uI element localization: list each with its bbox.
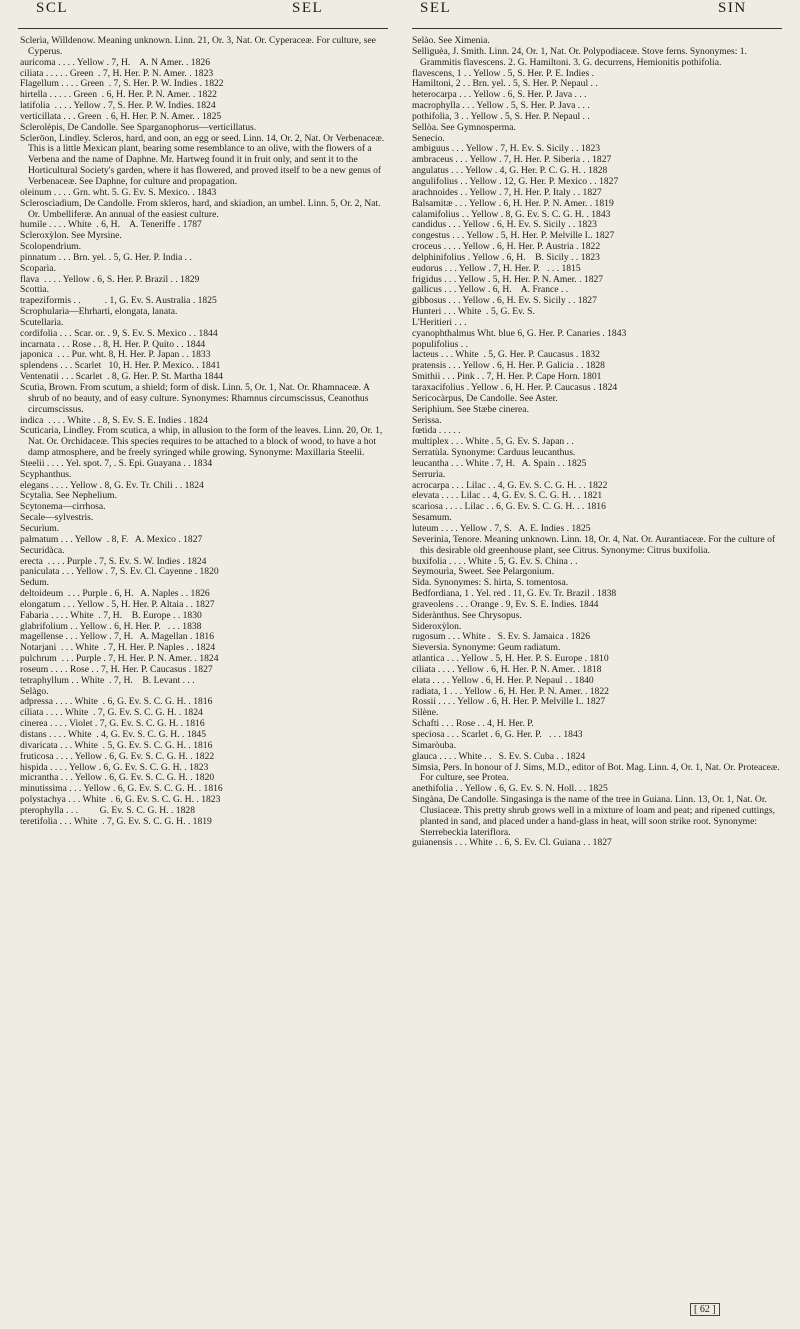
left-column-line: oleinum . . . . Grn. wht. 5. G. Ev. S. Mexico. . 1843 — [20, 186, 217, 198]
right-column-line: macrophylla . . . Yellow . 5, S. Her. P. Java . . . — [412, 100, 590, 112]
left-column-line: Scutellarìa. — [20, 316, 64, 328]
right-column-line: Sericocàrpus, De Candolle. See Aster. — [412, 392, 558, 404]
left-column-line: ciliata . . . . White . 7, G. Ev. S. C. G. H. . 1824 — [20, 707, 203, 719]
right-column-line: Simsìa, Pers. In honour of J. Sims, M.D., editor of Bot. Mag. Linn. 4, Or. 1, Nat. Or. Proteaceæ. For culture, see Protea. — [412, 761, 780, 784]
left-column-line: verticillata . . . Green . 6, H. Her. P. N. Amer. . 1825 — [20, 110, 222, 122]
right-column-line: Hamiltoni, 2 . . Brn. yel. . 5, S. Her. P. Nepaul . . — [412, 78, 598, 90]
left-column-line: Flagellum . . . . Green . 7, S. Her. P. W. Indies . 1822 — [20, 78, 224, 90]
left-column-line: Selàgo. — [20, 685, 49, 697]
right-column-line: elevata . . . . Lilac . . 4, G. Ev. S. C. G. H. . . 1821 — [412, 490, 603, 502]
right-column-line: gibbosus . . . Yellow . 6, H. Ev. S. Sicily . . 1827 — [412, 295, 597, 307]
right-column-line: pothifolia, 3 . . Yellow . 5, S. Her. P. Nepaul . . — [412, 110, 590, 122]
right-column-line: Sìda. Synonymes: S. hirta, S. tomentosa. — [412, 577, 569, 589]
left-column-line: polystachya . . . White . 6, G. Ev. S. C. G. H. . 1823 — [20, 794, 221, 806]
right-column-line: scariosa . . . . Lilac . . 6, G. Ev. S. C. G. H. . . 1816 — [412, 501, 606, 513]
left-column-line: Fabaria . . . . White . 7, H. B. Europe . . 1830 — [20, 609, 202, 621]
left-column-line: humile . . . . White . 6, H. A. Teneriffe . 1787 — [20, 219, 202, 231]
right-column-line: Selào. See Ximenia. — [412, 36, 490, 46]
right-column-line: ciliata . . . . Yellow . 6, H. Her. P. N. Amer. . 1818 — [412, 663, 602, 675]
left-column-line: pterophylla . . . G. Ev. S. C. G. H. . 1828 — [20, 804, 195, 816]
left-column-line: Scuticarìa, Lindley. From scutica, a whip, in allusion to the form of the leaves. Linn. 20, Or. 1, Nat. Or. Orchidaceæ. This species requires to be attached to a block of wood, to have a hot damp atmosphere, and be freely syringed while growing. Synonyme: Maxillaria Steelii. — [20, 425, 383, 459]
right-column-line: rugosum . . . White . S. Ev. S. Jamaica . 1826 — [412, 631, 590, 643]
left-column-line: Scrophularìa—Ehrharti, elongata, lanata. — [20, 306, 178, 318]
right-column-line: frigidus . . . Yellow . 5, H. Her. P. N. Amer. . 1827 — [412, 273, 604, 285]
right-column-line: Bedfordiana, 1 . Yel. red . 11, G. Ev. Tr. Brazil . 1838 — [412, 588, 617, 600]
left-column-line: Sedum. — [20, 577, 50, 589]
right-column-line: Senecio. — [412, 132, 445, 144]
right-column-line: Sellòa. See Gymnosperma. — [412, 121, 516, 133]
left-column-line: Scottìa. — [20, 284, 50, 296]
header-rule-left — [18, 28, 388, 29]
left-column-line: divaricata . . . White . 5, G. Ev. S. C. G. H. . 1816 — [20, 739, 213, 751]
right-column-line: Hunteri . . . White . 5, G. Ev. S. — [412, 306, 535, 318]
left-column-line: Securìum. — [20, 522, 60, 534]
left-column-line: minutissima . . . Yellow . 6, G. Ev. S. C. G. H. . 1816 — [20, 783, 223, 795]
right-column-line: Smithii . . . Pink . . 7, H. Her. P. Cape Horn. 1801 — [412, 371, 602, 383]
left-column-line: japonica . . . Pur. wht. 8, H. Her. P. Japan . . 1833 — [20, 349, 211, 361]
left-column-line: pinnatum . . . Brn. yel. . 5, G. Her. P. India . . — [20, 251, 192, 263]
right-column-line: Singàna, De Candolle. Singasinga is the name of the tree in Guiana. Linn. 13, Or. 1, Nat. Or. Clusiaceæ. This pretty shrub grows well in a mixture of loam and peat; and ripened cuttings, planted in sand, and placed under a hand-glass in heat, will soon strike root. Synonyme: Sterrebeckia lateriflora. — [412, 794, 775, 838]
right-column-line: candidus . . . Yellow . 6, H. Ev. S. Sicily . . 1823 — [412, 219, 597, 231]
right-column-line: Serratùla. Synonyme: Carduus leucanthus. — [412, 447, 576, 459]
left-column-line: palmatum . . . Yellow . 8, F. A. Mexico . 1827 — [20, 533, 203, 545]
right-column-line: gallicus . . . Yellow . 6, H. A. France . . — [412, 284, 569, 296]
right-column-line: guianensis . . . White . . 6, S. Ev. Cl. Guiana . . 1827 — [412, 837, 612, 849]
right-column-line: congestus . . . Yellow . 5, H. Her. P. Melville I.. 1827 — [412, 230, 615, 242]
right-column-line: Schafti . . . Rose . . 4, H. Her. P. — [412, 718, 534, 730]
left-column-line: Scoparìa. — [20, 262, 56, 274]
right-column-line: radiata, 1 . . . Yellow . 6, H. Her. P. N. Amer. . 1822 — [412, 685, 609, 697]
left-column-line: Sclerōon, Lindley. Scleros, hard, and oon, an egg or seed. Linn. 14, Or. 2, Nat. Or Verbenaceæ. This is a little Mexican plant, bearing some resemblance to an olive, with the flowers of a Verbena and the name of Daphne. Mr. Hartweg found it in fruit only, and sent it to the Horticultural Society's garden, where it has flowered, and proved itself to be a new genus of Verbenaceæ. See Daphne, for culture and propagation. — [20, 132, 385, 187]
left-column-line: Notarjani . . . White . 7, H. Her. P. Naples . . 1824 — [20, 642, 216, 654]
left-column-line: incarnata . . . Rose . . 8, H. Her. P. Quito . . 1844 — [20, 338, 206, 350]
header-right-first: SEL — [420, 0, 452, 16]
right-column-line: heterocarpa . . . Yellow . 6, S. Her. P. Java . . . — [412, 89, 587, 101]
left-column-line: Ventenatii . . . Scarlet . 8, G. Her. P. St. Martha 1844 — [20, 371, 224, 383]
header-right-second: SIN — [718, 0, 747, 16]
left-column-line: Sclerolèpis, De Candolle. See Sparganophorus—verticillatus. — [20, 121, 257, 133]
right-column-line: buxifolia . . . . White . 5, G. Ev. S. China . . — [412, 555, 578, 567]
left-column-line: erecta . . . . Purple . 7, S. Ev. S. W. Indies . 1824 — [20, 555, 207, 567]
right-column-line: L'Heritieri . . . — [412, 316, 467, 328]
right-column-line: Rossii . . . . Yellow . 6, H. Her. P. Melville I.. 1827 — [412, 696, 606, 708]
left-column — [20, 36, 390, 1306]
left-column-line: Scutìa, Brown. From scutum, a shield; form of disk. Linn. 5, Or. 1, Nat. Or. Rhamnaceæ. A shrub of no beauty, and of easy culture. Synonymes: Rhamnus circumscissus, Ceanothus circumscissus. — [20, 382, 370, 415]
right-column-line: graveolens . . . Orange . 9, Ev. S. E. Indies. 1844 — [412, 598, 599, 610]
right-column-line: flavescens, 1 . . Yellow . 5, S. Her. P. E. Indies . — [412, 67, 595, 79]
left-column-line: magellense . . . Yellow . 7, H. A. Magellan . 1816 — [20, 631, 214, 643]
right-column-line: calamifolius . . Yellow . 8, G. Ev. S. C. G. H. . 1843 — [412, 208, 611, 220]
right-column-line: croceus . . . . Yellow . 6, H. Her. P. Austria . 1822 — [412, 241, 601, 253]
left-column-line: micrantha . . . Yellow . 6, G. Ev. S. C. G. H. . 1820 — [20, 772, 215, 784]
right-column-line: Sesamum. — [412, 512, 452, 524]
right-column-line: Seriphìum. See Stæbe cinerea. — [412, 403, 529, 415]
right-column-line: Serìssa. — [412, 414, 442, 426]
right-column-line: atlantica . . . Yellow . 5, H. Her. P. S. Europe . 1810 — [412, 653, 609, 665]
left-column-line: Steelii . . . . Yel. spot. 7, . S. Epi. Guayana . . 1834 — [20, 457, 213, 469]
right-column-line: Sieversìa. Synonyme: Geum radiatum. — [412, 642, 561, 654]
right-column-line: glauca . . . . White . . S. Ev. S. Cuba . . 1824 — [412, 750, 586, 762]
right-column-line: acrocarpa . . . Lilac . . 4, G. Ev. S. C. G. H. . . 1822 — [412, 479, 608, 491]
page-number: [ 62 ] — [690, 1303, 720, 1316]
left-column-line: tetraphyllum . . White . 7, H. B. Levant . . . — [20, 674, 195, 686]
left-column-line: glabrifolium . . Yellow . 6, H. Her. P. . . . 1838 — [20, 620, 202, 632]
left-column-line: splendens . . . Scarlet 10, H. Her. P. Mexico. . 1841 — [20, 360, 221, 372]
right-column-line: angulatus . . . Yellow . 4, G. Her. P. C. G. H. . 1828 — [412, 165, 608, 177]
right-column-line: Silène. — [412, 707, 439, 719]
right-column-line: luteum . . . . Yellow . 7, S. A. E. Indies . 1825 — [412, 522, 591, 534]
right-column-line: eudorus . . . Yellow . 7, H. Her. P. . . . 1815 — [412, 262, 581, 274]
left-column-line: paniculata . . . Yellow . 7, S. Ev. Cl. Cayenne . 1820 — [20, 566, 219, 578]
right-column-line: leucantha . . . White . 7, H. A. Spain . . 1825 — [412, 457, 587, 469]
left-column-line: fruticosa . . . . Yellow . 6, G. Ev. S. C. G. H. . 1822 — [20, 750, 215, 762]
right-column-line: pratensis . . . Yellow . 6, H. Her. P. Galicia . . 1828 — [412, 360, 605, 372]
left-column-line: Securidàca. — [20, 544, 65, 556]
header-rule-right — [412, 28, 782, 29]
header-left-second: SEL — [292, 0, 324, 16]
right-column — [412, 36, 782, 1306]
left-column-line: teretifolia . . . White . 7, G. Ev. S. C. G. H. . 1819 — [20, 815, 212, 827]
right-column-line: delphinifolius . Yellow . 6, H. B. Sicily . . 1823 — [412, 251, 600, 263]
right-column-line: angulifolius . . Yellow . 12, G. Her. P. Mexico . . 1827 — [412, 175, 619, 187]
left-column-line: auricoma . . . . Yellow . 7, H. A. N Amer. . 1826 — [20, 56, 210, 68]
left-column-line: cordifolia . . . Scar. or. . 9, S. Ev. S. Mexico . . 1844 — [20, 327, 218, 339]
left-column-line: indica . . . . White . . 8, S. Ev. S. E. Indies . 1824 — [20, 414, 208, 426]
left-column-line: hispida . . . . Yellow . 6, G. Ev. S. C. G. H. . 1823 — [20, 761, 209, 773]
left-column-line: Scolopendrìum. — [20, 241, 82, 253]
header-left-first: SCL — [36, 0, 69, 16]
right-column-line: multiplex . . . White . 5, G. Ev. S. Japan . . — [412, 436, 574, 448]
right-column-line: ambiguus . . . Yellow . 7, H. Ev. S. Sicily . . 1823 — [412, 143, 601, 155]
left-column-line: Sclerìa, Willdenow. Meaning unknown. Linn. 21, Or. 3, Nat. Or. Cyperaceæ. For culture, see Cyperus. — [20, 36, 376, 57]
left-column-line: Scleroscìadìum, De Candolle. From skleros, hard, and skiadion, an umbel. Linn. 5, Or. 2, Nat. Or. Umbelliferæ. An annual of the easiest culture. — [20, 197, 381, 220]
left-column-line: Scleroxỳlon. See Myrsine. — [20, 230, 122, 242]
right-column-line: taraxacifolius . Yellow . 6, H. Her. P. Caucasus . 1824 — [412, 382, 618, 393]
left-column-line: Scyphanthus. — [20, 468, 72, 480]
right-column-line: Seymourìa, Sweet. See Pelargonium. — [412, 566, 555, 578]
right-column-line: Selliguèa, J. Smith. Linn. 24, Or. 1, Nat. Or. Polypodiaceæ. Stove ferns. Synonymes: 1. Grammitis flavescens. 2. G. Hamiltoni. 3. G. decurrens, Hemionitis pothifolia. — [412, 45, 747, 68]
right-column-line: cyanophthalmus Wht. blue 6, G. Her. P. Canaries . 1843 — [412, 327, 627, 339]
left-column-line: hirtella . . . . . Green . 6, H. Her. P. N. Amer. . 1822 — [20, 89, 217, 101]
left-column-line: elegans . . . . Yellow . 8, G. Ev. Tr. Chili . . 1824 — [20, 479, 204, 491]
left-column-line: adpressa . . . . White . 6, G. Ev. S. C. G. H. . 1816 — [20, 696, 213, 708]
right-column-line: Siderànthus. See Chrysopus. — [412, 609, 522, 621]
right-column-line: speciosa . . . Scarlet . 6, G. Her. P. . . . 1843 — [412, 729, 583, 740]
right-column-line: populifolius . . — [412, 338, 468, 350]
left-column-line: latifolia . . . . Yellow . 7, S. Her. P. W. Indies. 1824 — [20, 100, 216, 112]
left-column-line: roseum . . . . Rose . . 7, H. Her. P. Caucasus . 1827 — [20, 663, 213, 675]
left-column-line: ciliata . . . . . Green . 7, H. Her. P. N. Amer. . 1823 — [20, 67, 214, 79]
right-column-line: fœtida . . . . . — [412, 425, 461, 437]
right-column-line: elata . . . . Yellow . 6, H. Her. P. Nepaul . . 1840 — [412, 674, 594, 686]
left-column-line: deltoideum . . . Purple . 6, H. A. Naples . . 1826 — [20, 588, 210, 600]
left-column-line: distans . . . . White . 4, G. Ev. S. C. G. H. . 1845 — [20, 729, 207, 740]
left-column-line: cinerea . . . . Violet . 7, G. Ev. S. C. G. H. . 1816 — [20, 718, 205, 730]
left-column-line: Scytonema—cirrhosa. — [20, 501, 106, 513]
right-column-line: Simaròuba. — [412, 739, 456, 751]
right-column-line: Sideroxỳlon. — [412, 620, 462, 632]
left-column-line: elongatum . . . Yellow . 5, H. Her. P. Altaia . . 1827 — [20, 598, 215, 610]
right-column-line: Severinìa, Tenore. Meaning unknown. Linn. 18, Or. 4, Nat. Or. Aurantiaceæ. For the culture of this desirable old greenhouse plant, see Citrus. Synonyme: Citrus buxifolia. — [412, 533, 776, 556]
right-column-line: Balsamitæ . . . Yellow . 6, H. Her. P. N. Amer. . 1819 — [412, 197, 614, 209]
left-column-line: flava . . . . Yellow . 6, S. Her. P. Brazil . . 1829 — [20, 273, 200, 285]
left-column-line: Scytalìa. See Nephelium. — [20, 490, 117, 502]
right-column-line: ambraceus . . . Yellow . 7, H. Her. P. Siberia . . 1827 — [412, 154, 612, 166]
right-column-line: Serrurìa. — [412, 468, 446, 480]
right-column-line: anethifolia . . Yellow . 6, G. Ev. S. N. Holl. . . 1825 — [412, 783, 608, 795]
left-column-line: trapeziformis . . . 1, G. Ev. S. Australia . 1825 — [20, 295, 217, 307]
right-column-line: arachnoides . . Yellow . 7, H. Her. P. Italy . . 1827 — [412, 186, 602, 198]
left-column-line: Secale—sylvestris. — [20, 512, 94, 524]
right-column-line: lacteus . . . White . 5, G. Her. P. Caucasus . 1832 — [412, 349, 600, 361]
left-column-line: pulchrum . . . Purple . 7, H. Her. P. N. Amer. . 1824 — [20, 653, 219, 665]
